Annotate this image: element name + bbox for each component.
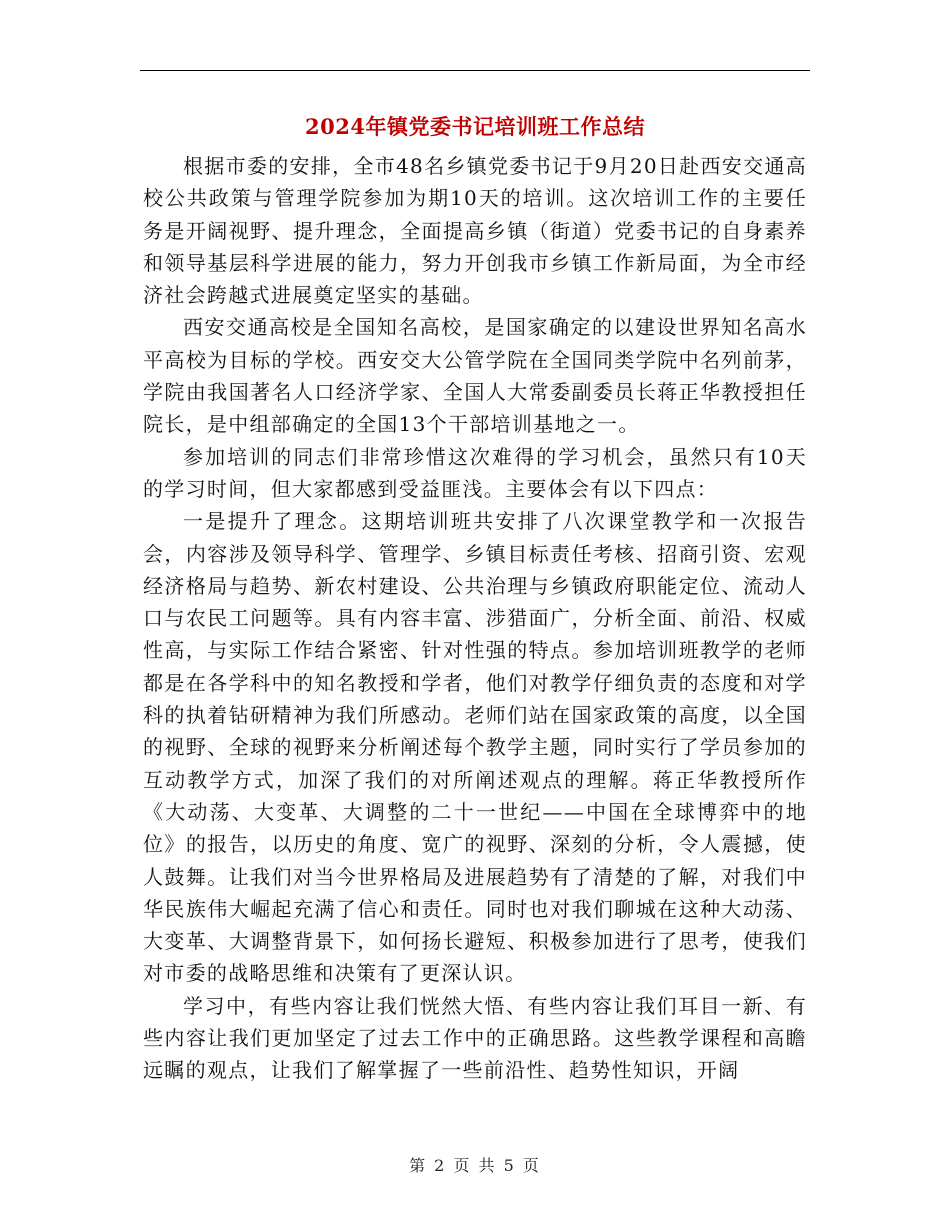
paragraph: 一是提升了理念。这期培训班共安排了八次课堂教学和一次报告会，内容涉及领导科学、管理学、乡镇目标责任考核、招商引资、宏观经济格局与趋势、新农村建设、公共治理与乡镇政府职能定位、流动人口与农民工问题等。具有内容丰富、涉猎面广，分析全面、前沿、权威性高，与实际工作结合紧密、针对性强的特点。参加培训班教学的老师都是在各学科中的知名教授和学者，他们对教学仔细负责的态度和对学科的执着钻研精神为我们所感动。老师们站在国家政策的高度，以全国的视野、全球的视野来分析阐述每个教学主题，同时实行了学员参加的互动教学方式，加深了我们的对所阐述观点的理解。蒋正华教授所作《大动荡、大变革、大调整的二十一世纪——中国在全球博弈中的地位》的报告，以历史的角度、宽广的视野、深刻的分析，令人震撼，使人鼓舞。让我们对当今世界格局及进展趋势有了清楚的了解，对我们中华民族伟大崛起充满了信心和责任。同时也对我们聊城在这种大动荡、大变革、大调整背景下，如何扬长避短、积极参加进行了思考，使我们对市委的战略思维和决策有了更深认识。 [143,509,807,986]
paragraph: 根据市委的安排，全市48名乡镇党委书记于9月20日赴西安交通高校公共政策与管理学院参加为期10天的培训。这次培训工作的主要任务是开阔视野、提升理念，全面提高乡镇（街道）党委书记的自身素养和领导基层科学进展的能力，努力开创我市乡镇工作新局面，为全市经济社会跨越式进展奠定坚实的基础。 [143,154,807,308]
document-title: 2024年镇党委书记培训班工作总结 [305,114,645,139]
paragraph: 参加培训的同志们非常珍惜这次难得的学习机会，虽然只有10天的学习时间，但大家都感到受益匪浅。主要体会有以下四点： [143,444,807,501]
header-rule [140,70,810,71]
document-body [143,150,807,1087]
page-number: 第 2 页 共 5 页 [409,1156,541,1175]
paragraph: 学习中，有些内容让我们恍然大悟、有些内容让我们耳目一新、有些内容让我们更加坚定了过去工作中的正确思路。这些教学课程和高瞻远瞩的观点，让我们了解掌握了一些前沿性、趋势性知识，开阔 [143,993,807,1083]
paragraph: 西安交通高校是全国知名高校，是国家确定的以建设世界知名高水平高校为目标的学校。西安交大公管学院在全国同类学院中名列前茅，学院由我国著名人口经济学家、全国人大常委副委员长蒋正华教授担任院长，是中组部确定的全国13个干部培训基地之一。 [143,315,807,437]
